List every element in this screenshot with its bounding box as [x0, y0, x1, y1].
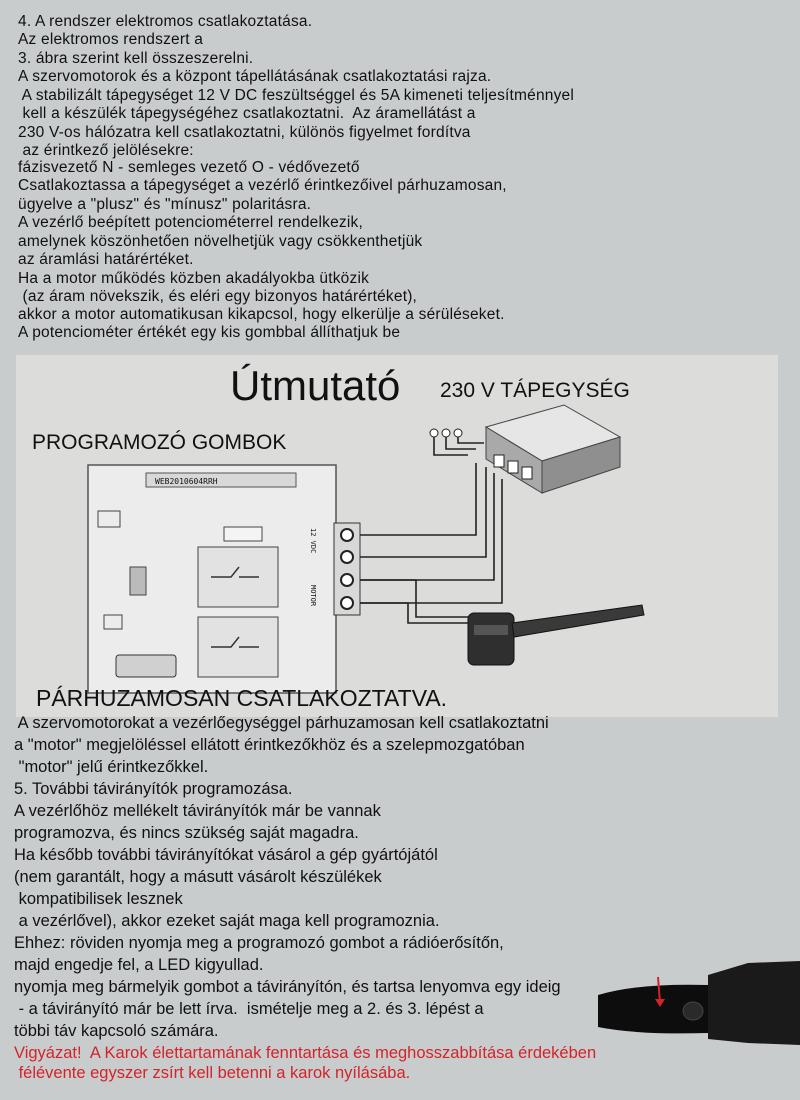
bottom-line: "motor" jelű érintkezőkkel.	[14, 758, 209, 776]
top-line: A vezérlő beépített potenciométerrel rendelkezik,	[18, 214, 363, 231]
bottom-line: A vezérlőhöz mellékelt távirányítók már be vannak	[14, 802, 381, 820]
bottom-line: többi táv kapcsoló számára.	[14, 1022, 219, 1040]
bottom-line: majd engedje fel, a LED kigyullad.	[14, 956, 264, 974]
top-line: 230 V-os hálózatra kell csatlakoztatni, különös figyelmet fordítva	[18, 124, 471, 141]
relay-block-2	[198, 617, 278, 677]
top-line: ügyelve a "plusz" és "mínusz" polaritásra.	[18, 196, 312, 213]
top-line: az érintkező jelölésekre:	[18, 142, 194, 159]
bottom-line: a vezérlővel), akkor ezeket saját maga kell programoznia.	[14, 912, 440, 930]
top-line: A szervomotorok és a központ tápellátásának csatlakoztatási rajza.	[18, 68, 492, 85]
bottom-line: - a távirányító már be lett írva. ismételje meg a 2. és 3. lépést a	[14, 1000, 484, 1018]
relay-block-1	[198, 547, 278, 607]
actuator-photo	[598, 955, 800, 1045]
top-line: A stabilizált tápegységet 12 V DC feszültséggel és 5A kimeneti teljesítménnyel	[18, 87, 575, 104]
programming-button	[116, 655, 176, 677]
top-line: Csatlakoztassa a tápegységet a vezérlő érintkezőivel párhuzamosan,	[18, 177, 507, 194]
bottom-line: programozva, és nincs szükség saját magadra.	[14, 824, 359, 842]
top-line: Ha a motor működés közben akadályokba ütközik	[18, 270, 370, 287]
top-line: kell a készülék tápegységéhez csatlakoztatni. Az áramellátást a	[18, 105, 476, 122]
top-line: az áramlási határértéket.	[18, 251, 194, 268]
diagram-title: Útmutató	[230, 362, 401, 409]
power-supply-unit	[486, 405, 620, 493]
top-line: fázisvezető N - semleges vezető O - védővezető	[18, 159, 360, 176]
top-line: A potenciométer értékét egy kis gombbal állíthatjuk be	[18, 324, 401, 341]
bottom-line: A szervomotorokat a vezérlőegységgel párhuzamosan kell csatlakoztatni	[14, 714, 549, 732]
terminal-label-motor: MOTOR	[309, 585, 317, 607]
motor-actuator	[468, 605, 644, 665]
warning-line: félévente egyszer zsírt kell betenni a karok nyílásába.	[14, 1064, 411, 1082]
bottom-line: a "motor" megjelöléssel ellátott érintkezőkhöz és a szelepmozgatóban	[14, 736, 525, 754]
top-line: Az elektromos rendszert a	[18, 31, 204, 48]
board-code-label: WEB2010604RRH	[155, 477, 218, 486]
top-line: 3. ábra szerint kell összeszerelni.	[18, 50, 254, 67]
board-chip	[224, 527, 262, 541]
bottom-line: Ehhez: röviden nyomja meg a programozó gombot a rádióerősítőn,	[14, 934, 504, 952]
top-line: akkor a motor automatikusan kikapcsol, hogy elkerülje a sérüléseket.	[18, 306, 505, 323]
wires	[360, 435, 502, 623]
bottom-line: nyomja meg bármelyik gombot a távirányítón, és tartsa lenyomva egy ideig	[14, 978, 561, 996]
programming-buttons-label: PROGRAMOZÓ GOMBOK	[32, 431, 287, 454]
terminal-label-power: 12 VDC	[309, 528, 317, 554]
bottom-line: (nem garantált, hogy a másutt vásárolt készülékek	[14, 868, 382, 886]
top-line: amelynek köszönhetően növelhetjük vagy csökkenthetjük	[18, 233, 423, 250]
top-line: (az áram növekszik, és eléri egy bizonyos határértéket),	[18, 288, 418, 305]
bottom-line: 5. További távirányítók programozása.	[14, 780, 293, 798]
power-supply-label: 230 V TÁPEGYSÉG	[440, 379, 630, 402]
parallel-connection-label: PÁRHUZAMOSAN CSATLAKOZTATVA.	[36, 685, 448, 711]
warning-line: Vigyázat! A Karok élettartamának fenntartása és meghosszabbítása érdekében	[14, 1044, 597, 1062]
bottom-line: kompatibilisek lesznek	[14, 890, 183, 908]
bottom-line: Ha később további távirányítókat vásárol a gép gyártójától	[14, 846, 438, 864]
top-line: 4. A rendszer elektromos csatlakoztatása.	[18, 13, 313, 30]
